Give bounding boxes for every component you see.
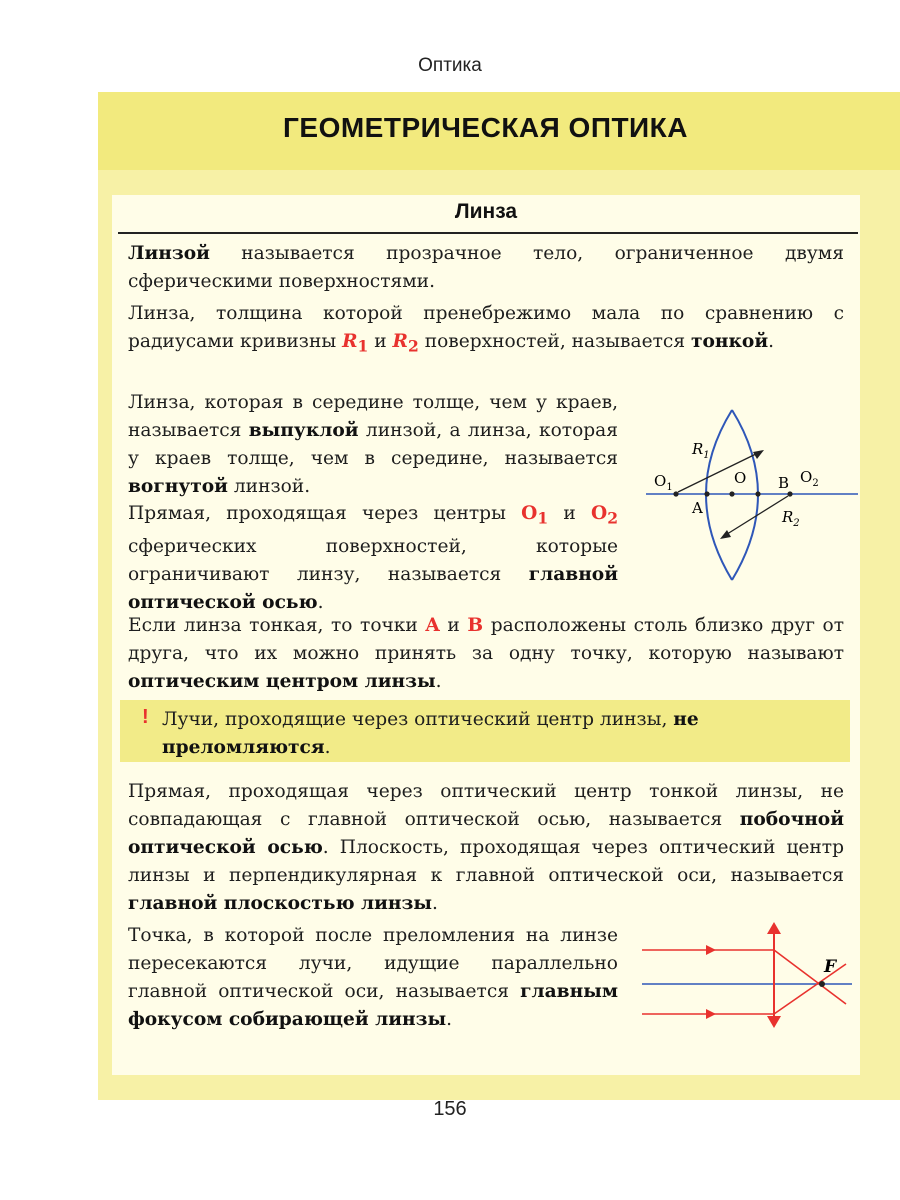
definition-secondary-axis: Прямая, проходящая через оптический центр тонкой линзы, не совпадающая с главной оптической осью, называется побочной оптической осью. Плоскость, проходящая через оптический центр линзы и перпендикулярная к главной оптической оси, называется главной плоскостью линзы. xyxy=(128,781,844,914)
term-thin: тонкой xyxy=(690,331,769,352)
point-o2 xyxy=(787,491,792,496)
definition-thin-lens: Линза, толщина которой пренебрежимо мала по сравнению с радиусами кривизны $R_1$ и $R_2$ поверхностей, называется тонкой. xyxy=(128,303,844,356)
section-rule xyxy=(118,232,858,234)
term-main-axis: главной оптической осью xyxy=(128,563,618,613)
radius-r1-arrow xyxy=(678,452,760,492)
lens-left-arc xyxy=(706,410,732,580)
term-convex: выпуклой xyxy=(248,420,359,441)
note-text: Лучи, проходящие через оптический центр линзы, не преломляются. xyxy=(162,709,699,758)
point-o1 xyxy=(673,491,678,496)
label-f: F xyxy=(824,957,837,977)
lens-right-arc xyxy=(732,410,758,580)
lens-bottom-arrow xyxy=(767,1016,781,1028)
point-o xyxy=(729,491,734,496)
definition-main-focus: Точка, в которой после преломления на линзе пересекаются лучи, идущие параллельно главной оптической оси, называется главным фокусом собирающей линзы. xyxy=(128,925,618,1030)
label-a: A xyxy=(692,499,703,517)
focus-diagram xyxy=(636,920,856,1030)
page-number: 156 xyxy=(433,1098,467,1120)
definition-lens: Линзой называется прозрачное тело, ограниченное двумя сферическими поверхностями. xyxy=(128,243,844,292)
label-b: B xyxy=(778,474,790,492)
definition-main-axis: Прямая, проходящая через центры $O_1$ и $O_2$ сферических поверхностей, которые ограничивают линзу, называется главной оптической осью. xyxy=(128,503,618,613)
term-main-plane: главной плоскостью линзы xyxy=(128,893,433,914)
label-o1: $O_1$ xyxy=(654,472,673,493)
term-lens: Линзой xyxy=(128,243,210,264)
exclamation-icon: ! xyxy=(142,706,149,728)
term-main-focus: главным фокусом собирающей линзы xyxy=(128,981,618,1030)
running-head: Оптика xyxy=(418,55,482,76)
lens-diagram xyxy=(640,398,860,598)
ray-bottom-arrowhead xyxy=(706,1009,716,1019)
radius-r1-arrowhead xyxy=(753,450,764,459)
label-r2: $R_2$ xyxy=(782,508,800,529)
ray-top-arrowhead xyxy=(706,945,716,955)
definition-convex-concave: Линза, которая в середине толще, чем у краев, называется выпуклой линзой, а линза, которая у краев толще, чем в середине, называется вогнутой линзой. xyxy=(128,392,618,497)
page-title: ГЕОМЕТРИЧЕСКАЯ ОПТИКА xyxy=(283,112,688,143)
label-o: O xyxy=(734,469,747,487)
label-r1: $R_1$ xyxy=(692,440,710,461)
section-title: Линза xyxy=(454,200,518,223)
term-not-refracted: не преломляются xyxy=(162,709,699,758)
point-a xyxy=(704,491,709,496)
radius-r2-arrow xyxy=(724,496,788,536)
term-secondary-axis: побочной оптической осью xyxy=(128,809,844,858)
point-b xyxy=(755,491,760,496)
term-concave: вогнутой xyxy=(128,476,228,497)
focus-point xyxy=(819,981,825,987)
definition-optical-center: Если линза тонкая, то точки A и B расположены столь близко друг от друга, что их можно принять за одну точку, которую называют оптическим центром линзы. xyxy=(128,615,845,692)
radius-r2-arrowhead xyxy=(720,530,731,539)
lens-top-arrow xyxy=(767,922,781,934)
label-o2: $O_2$ xyxy=(800,468,819,489)
term-optical-center: оптическим центром линзы xyxy=(128,671,436,692)
